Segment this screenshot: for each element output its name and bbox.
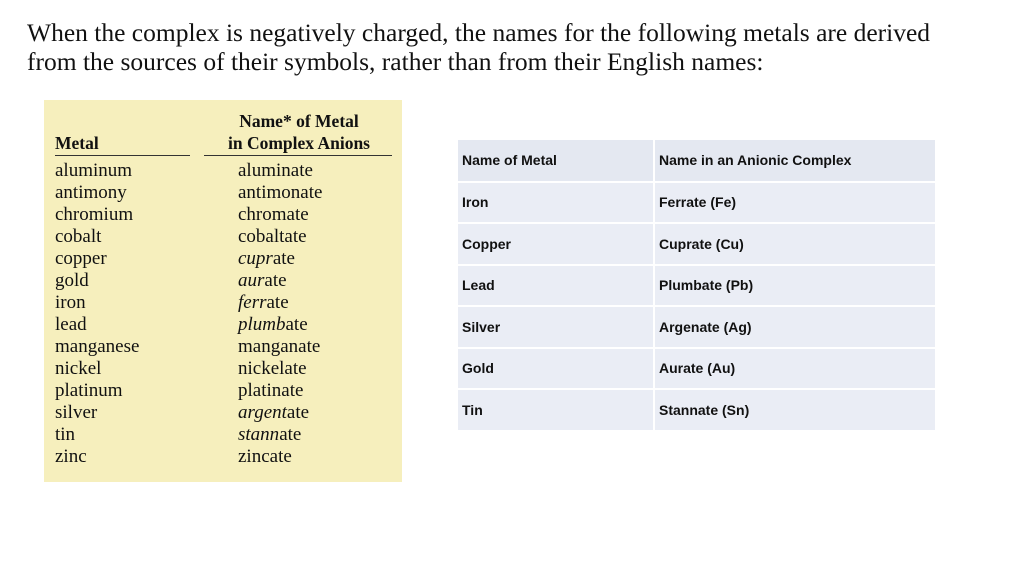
table-row: [44, 226, 402, 248]
anion-name: zincate: [238, 446, 292, 467]
header-rule-metal: [55, 155, 190, 156]
header-metal: Metal: [55, 133, 99, 153]
table-row: [44, 248, 402, 270]
anion-name: plumbate: [238, 314, 308, 335]
table-row: [458, 389, 935, 431]
table-row: [458, 306, 935, 348]
anionic-complex-table: [458, 140, 935, 432]
metal-name: lead: [55, 314, 87, 335]
anion-name: cobaltate: [238, 226, 307, 247]
anion-name: stannate: [238, 424, 302, 445]
left-table-rows: [44, 160, 402, 468]
table-row: [44, 160, 402, 182]
anion-name: aluminate: [238, 160, 313, 181]
metal-anion-table-image: [44, 100, 402, 482]
metal-name: platinum: [55, 380, 123, 401]
table-row: [458, 265, 935, 307]
metal-cell: Tin: [458, 389, 654, 431]
metal-name: antimony: [55, 182, 127, 203]
anion-name: cuprate: [238, 248, 295, 269]
metal-name: zinc: [55, 446, 87, 467]
table-row: [44, 424, 402, 446]
header-rule-name: [204, 155, 392, 156]
table-row: [44, 182, 402, 204]
anion-cell: Cuprate (Cu): [654, 223, 935, 265]
intro-line-1: When the complex is negatively charged, the names for the following metals are derived: [27, 18, 931, 47]
table-row: [44, 292, 402, 314]
metal-cell: Iron: [458, 182, 654, 224]
table-row: [44, 402, 402, 424]
metal-name: iron: [55, 292, 86, 313]
table-row: [44, 380, 402, 402]
left-table-header: [44, 100, 402, 158]
anion-name: ferrate: [238, 292, 289, 313]
table-row: [44, 336, 402, 358]
anion-cell: Argenate (Ag): [654, 306, 935, 348]
table-row: [458, 182, 935, 224]
metal-name: nickel: [55, 358, 102, 379]
metal-name: gold: [55, 270, 89, 291]
anion-cell: Aurate (Au): [654, 348, 935, 390]
anion-name: platinate: [238, 380, 304, 401]
anion-cell: Plumbate (Pb): [654, 265, 935, 307]
metal-cell: Copper: [458, 223, 654, 265]
metal-cell: Gold: [458, 348, 654, 390]
table-row: [44, 270, 402, 292]
table-row: [458, 223, 935, 265]
metal-name: silver: [55, 402, 98, 423]
anion-name: antimonate: [238, 182, 323, 203]
table-row: [458, 348, 935, 390]
metal-name: chromium: [55, 204, 134, 225]
anion-cell: Ferrate (Fe): [654, 182, 935, 224]
metal-name: cobalt: [55, 226, 102, 247]
header-name-line-1: Name* of Metal: [239, 111, 359, 131]
anion-name: argentate: [238, 402, 310, 423]
metal-cell: Silver: [458, 306, 654, 348]
table-row: [44, 314, 402, 336]
table-row: [44, 204, 402, 226]
table-row: [44, 446, 402, 468]
metal-name: manganese: [55, 336, 140, 357]
table-row: [44, 358, 402, 380]
header-name-in-anions: [204, 110, 394, 154]
anion-name: nickelate: [238, 358, 307, 379]
intro-line-2: from the sources of their symbols, rather than from their English names:: [27, 47, 764, 76]
intro-text: [27, 18, 1007, 76]
anion-name: manganate: [238, 336, 321, 357]
header-name-in-anionic-complex: Name in an Anionic Complex: [654, 140, 935, 182]
metal-name: tin: [55, 424, 76, 445]
header-name-of-metal: Name of Metal: [458, 140, 654, 182]
anion-cell: Stannate (Sn): [654, 389, 935, 431]
metal-name: copper: [55, 248, 107, 269]
header-name-line-2: in Complex Anions: [228, 133, 370, 153]
metal-name: aluminum: [55, 160, 133, 181]
metal-cell: Lead: [458, 265, 654, 307]
table-header-row: [458, 140, 935, 182]
anion-name: aurate: [238, 270, 287, 291]
anion-name: chromate: [238, 204, 309, 225]
